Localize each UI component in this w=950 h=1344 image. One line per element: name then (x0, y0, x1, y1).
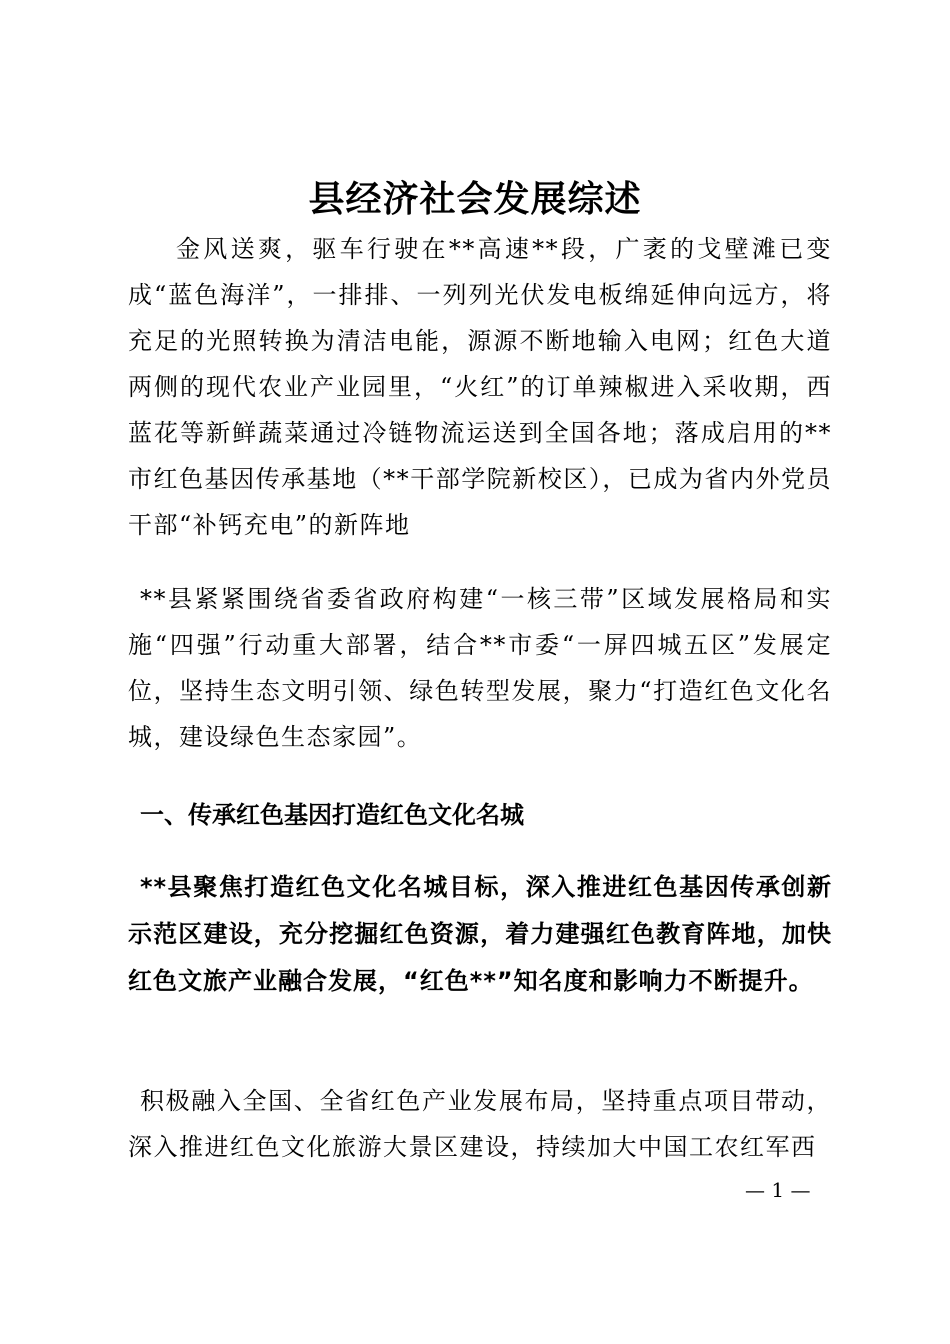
section-intro-paragraph: **县聚焦打造红色文化名城目标，深入推进红色基因传承创新示范区建设，充分挖掘红色资源，着力建强红色教育阵地，加快红色文旅产业融合发展，“红色**”知名度和影响力不断提升。 (128, 873, 832, 995)
document-title: 县经济社会发展综述 (308, 178, 642, 220)
section-body-paragraph: 积极融入全国、全省红色产业发展布局，坚持重点项目带动，深入推进红色文化旅游大景区建设，持续加大中国工农红军西 (128, 1087, 832, 1161)
section-heading: 一、传承红色基因打造红色文化名城 (140, 801, 524, 829)
intro-paragraph: 金风送爽，驱车行驶在**高速**段，广袤的戈壁滩已变成“蓝色海洋”，一排排、一列列光伏发电板绵延伸向远方，将充足的光照转换为清洁电能，源源不断地输入电网；红色大道两侧的现代农业产业园里，“火红”的订单辣椒进入采收期，西蓝花等新鲜蔬菜通过冷链物流运送到全国各地；落成启用的**市红色基因传承基地（**干部学院新校区），已成为省内外党员干部“补钙充电”的新阵地 (128, 235, 832, 539)
page-number: — 1 — (745, 1178, 811, 1202)
overview-paragraph: **县紧紧围绕省委省政府构建“一核三带”区域发展格局和实施“四强”行动重大部署，结合**市委“一屏四城五区”发展定位，坚持生态文明引领、绿色转型发展，聚力“打造红色文化名城，建设绿色生态家园”。 (128, 585, 832, 751)
